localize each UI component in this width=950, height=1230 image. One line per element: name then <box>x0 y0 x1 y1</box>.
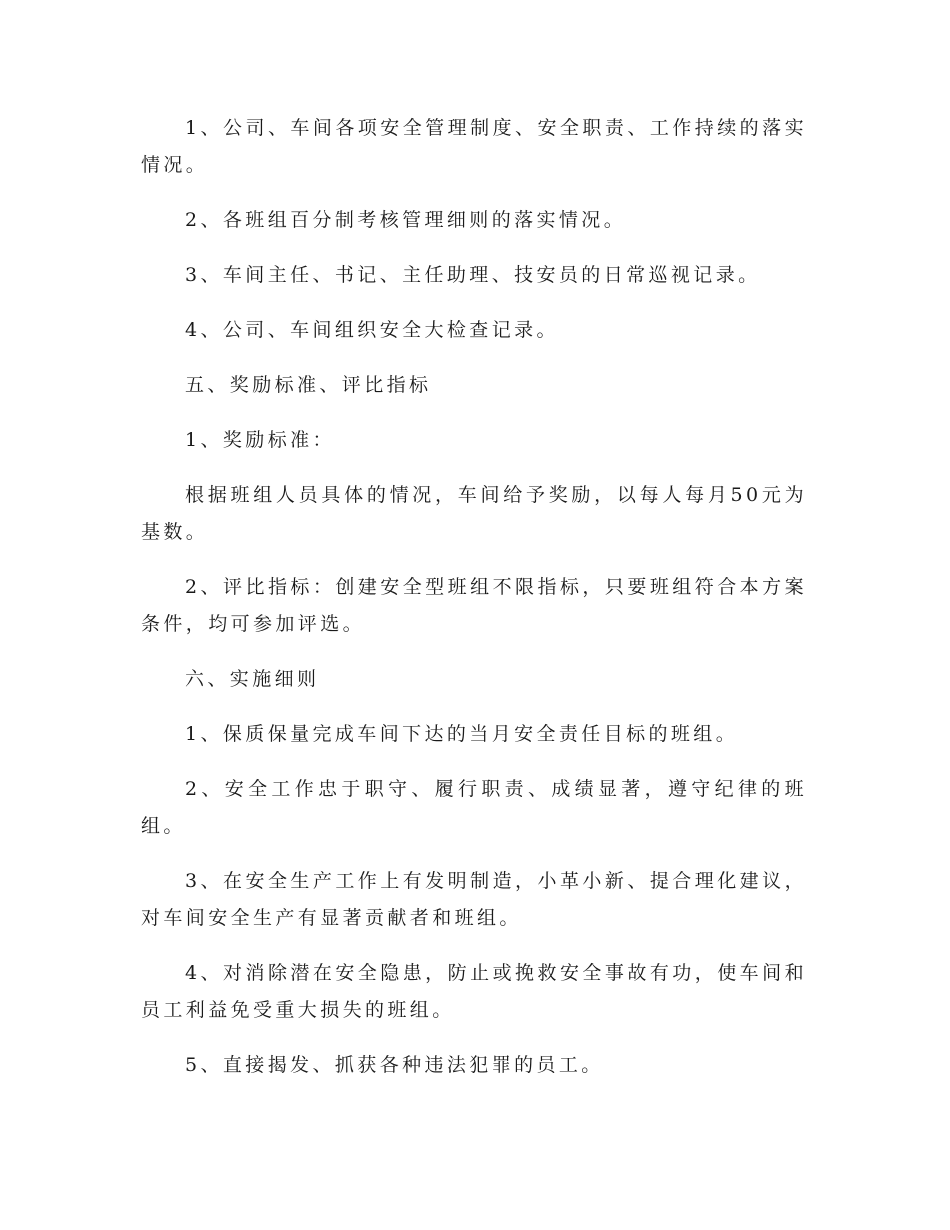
paragraph-item-4: 4、公司、车间组织安全大检查记录。 <box>185 319 559 341</box>
document-body <box>141 110 807 1102</box>
paragraph-item-1: 1、公司、车间各项安全管理制度、安全职责、工作持续的落实情况。 <box>141 117 807 176</box>
rule-item-2: 2、安全工作忠于职守、履行职责、成绩显著，遵守纪律的班组。 <box>141 778 807 837</box>
paragraph-item-2: 2、各班组百分制考核管理细则的落实情况。 <box>185 209 627 231</box>
reward-standard-heading: 1、奖励标准： <box>185 429 335 451</box>
rule-item-3: 3、在安全生产工作上有发明制造，小革小新、提合理化建议，对车间安全生产有显著贡献者和班组。 <box>141 870 807 929</box>
section-heading-5: 五、奖励标准、评比指标 <box>185 374 432 396</box>
evaluation-index-text: 2、评比指标：创建安全型班组不限指标，只要班组符合本方案条件，均可参加评选。 <box>141 576 807 635</box>
paragraph-item-3: 3、车间主任、书记、主任助理、技安员的日常巡视记录。 <box>185 264 761 286</box>
rule-item-5: 5、直接揭发、抓获各种违法犯罪的员工。 <box>185 1054 604 1076</box>
rule-item-1: 1、保质保量完成车间下达的当月安全责任目标的班组。 <box>185 723 739 745</box>
rule-item-4: 4、对消除潜在安全隐患，防止或挽救安全事故有功，使车间和员工利益免受重大损失的班组。 <box>141 962 807 1021</box>
reward-standard-text: 根据班组人员具体的情况，车间给予奖励，以每人每月50元为基数。 <box>141 484 807 543</box>
section-heading-6: 六、实施细则 <box>185 668 320 690</box>
